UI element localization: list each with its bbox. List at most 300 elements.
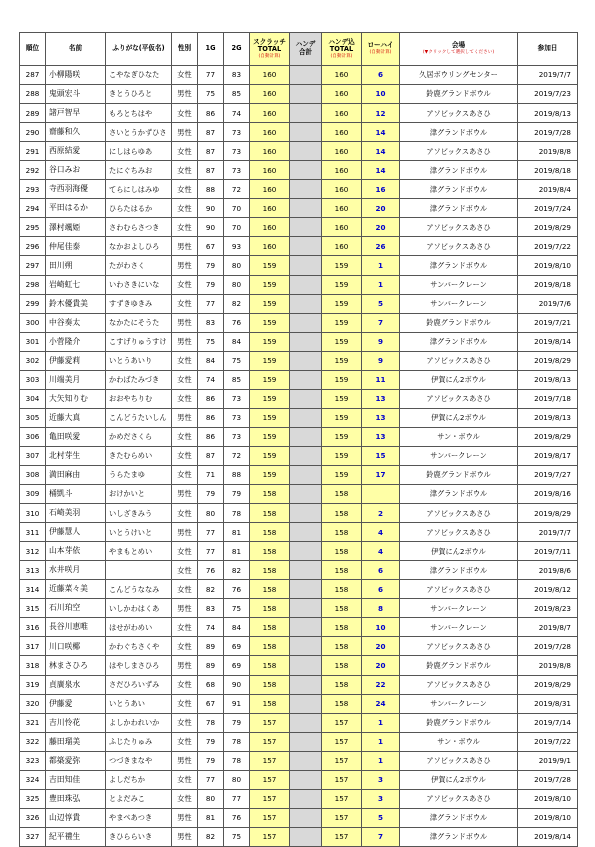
date-cell[interactable]: 2019/8/10 <box>518 808 578 827</box>
table-row <box>20 637 578 656</box>
venue-select[interactable]: 伊賀にん2ボウル <box>400 408 518 427</box>
rank-cell: 303 <box>20 370 46 389</box>
gender-cell: 女性 <box>172 180 198 199</box>
date-cell[interactable]: 2019/7/28 <box>518 123 578 142</box>
game2-cell[interactable]: 75 <box>224 351 250 370</box>
game2-cell[interactable]: 75 <box>224 599 250 618</box>
venue-select[interactable]: アソビックスあさひ <box>400 523 518 542</box>
venue-select[interactable]: サン・ボウル <box>400 427 518 446</box>
handicap-cell[interactable] <box>290 465 322 484</box>
date-cell[interactable]: 2019/7/7 <box>518 66 578 85</box>
table-row <box>20 599 578 618</box>
name-cell: 吉川怜花 <box>46 713 106 732</box>
date-cell[interactable]: 2019/7/27 <box>518 465 578 484</box>
handicap-cell[interactable] <box>290 218 322 237</box>
low-high-cell: 22 <box>362 675 400 694</box>
venue-select[interactable]: サンバークレーン <box>400 446 518 465</box>
date-cell[interactable]: 2019/9/1 <box>518 751 578 770</box>
game2-cell[interactable]: 76 <box>224 808 250 827</box>
scratch-total-cell: 159 <box>250 332 290 351</box>
venue-select[interactable]: 津グランドボウル <box>400 332 518 351</box>
venue-select[interactable]: 津グランドボウル <box>400 485 518 504</box>
handicap-total-cell: 160 <box>322 218 362 237</box>
handicap-cell[interactable] <box>290 389 322 408</box>
handicap-cell[interactable] <box>290 599 322 618</box>
gender-cell: 女性 <box>172 427 198 446</box>
game1-cell[interactable]: 86 <box>198 104 224 123</box>
venue-select[interactable]: アソビックスあさひ <box>400 237 518 256</box>
game1-cell[interactable]: 79 <box>198 485 224 504</box>
name-cell: 伊藤慧人 <box>46 523 106 542</box>
date-cell[interactable]: 2019/8/17 <box>518 446 578 465</box>
table-row <box>20 85 578 104</box>
name-cell: 伊藤愛莉 <box>46 351 106 370</box>
venue-select[interactable]: 津グランドボウル <box>400 180 518 199</box>
handicap-cell[interactable] <box>290 656 322 675</box>
game1-cell[interactable]: 77 <box>198 294 224 313</box>
game1-cell[interactable]: 68 <box>198 675 224 694</box>
date-cell[interactable]: 2019/8/23 <box>518 599 578 618</box>
venue-select[interactable]: アソビックスあさひ <box>400 218 518 237</box>
handicap-cell[interactable] <box>290 66 322 85</box>
game1-cell[interactable]: 86 <box>198 389 224 408</box>
date-cell[interactable]: 2019/8/29 <box>518 351 578 370</box>
game1-cell[interactable]: 74 <box>198 618 224 637</box>
game1-cell[interactable]: 87 <box>198 123 224 142</box>
game1-cell[interactable]: 67 <box>198 237 224 256</box>
kana-cell: いしかわはくあ <box>106 599 172 618</box>
name-cell: 澤村颯姫 <box>46 218 106 237</box>
handicap-cell[interactable] <box>290 237 322 256</box>
game1-cell[interactable]: 79 <box>198 751 224 770</box>
gender-cell: 男性 <box>172 523 198 542</box>
game2-cell[interactable]: 70 <box>224 199 250 218</box>
table-row <box>20 465 578 484</box>
kana-cell: さいとうかずひさ <box>106 123 172 142</box>
low-high-cell: 5 <box>362 294 400 313</box>
game1-cell[interactable]: 89 <box>198 637 224 656</box>
game1-cell[interactable]: 89 <box>198 656 224 675</box>
date-cell[interactable]: 2019/8/31 <box>518 694 578 713</box>
game2-cell[interactable]: 78 <box>224 732 250 751</box>
handicap-total-cell: 157 <box>322 827 362 846</box>
date-cell[interactable]: 2019/8/29 <box>518 675 578 694</box>
handicap-total-cell: 159 <box>322 332 362 351</box>
rank-cell: 327 <box>20 827 46 846</box>
handicap-cell[interactable] <box>290 142 322 161</box>
kana-cell: ふじたりゅみ <box>106 732 172 751</box>
rank-cell: 324 <box>20 770 46 789</box>
handicap-cell[interactable] <box>290 180 322 199</box>
handicap-cell[interactable] <box>290 408 322 427</box>
handicap-cell[interactable] <box>290 332 322 351</box>
game2-cell[interactable]: 76 <box>224 580 250 599</box>
gender-cell: 女性 <box>172 789 198 808</box>
scratch-total-cell: 159 <box>250 275 290 294</box>
game2-cell[interactable]: 79 <box>224 485 250 504</box>
scratch-total-cell: 160 <box>250 123 290 142</box>
handicap-total-cell: 160 <box>322 85 362 104</box>
game2-cell[interactable]: 90 <box>224 675 250 694</box>
handicap-total-cell: 160 <box>322 180 362 199</box>
rank-cell: 306 <box>20 427 46 446</box>
date-cell[interactable]: 2019/7/6 <box>518 294 578 313</box>
game2-cell[interactable]: 80 <box>224 256 250 275</box>
scratch-total-cell: 157 <box>250 770 290 789</box>
date-cell[interactable]: 2019/8/14 <box>518 827 578 846</box>
game2-cell[interactable]: 80 <box>224 770 250 789</box>
game1-cell[interactable]: 87 <box>198 142 224 161</box>
game2-cell[interactable]: 91 <box>224 694 250 713</box>
game1-cell[interactable]: 82 <box>198 580 224 599</box>
handicap-cell[interactable] <box>290 561 322 580</box>
scratch-total-cell: 158 <box>250 637 290 656</box>
name-cell: 小菅隆介 <box>46 332 106 351</box>
date-cell[interactable]: 2019/7/28 <box>518 770 578 789</box>
game1-cell[interactable]: 75 <box>198 85 224 104</box>
handicap-cell[interactable] <box>290 85 322 104</box>
venue-select[interactable]: 津グランドボウル <box>400 561 518 580</box>
game1-cell[interactable]: 79 <box>198 256 224 275</box>
gender-cell: 女性 <box>172 275 198 294</box>
date-cell[interactable]: 2019/8/29 <box>518 504 578 523</box>
scratch-total-cell: 158 <box>250 675 290 694</box>
game1-cell[interactable]: 87 <box>198 446 224 465</box>
handicap-total-cell: 157 <box>322 770 362 789</box>
date-cell[interactable]: 2019/8/13 <box>518 370 578 389</box>
handicap-cell[interactable] <box>290 446 322 465</box>
handicap-cell[interactable] <box>290 427 322 446</box>
venue-select[interactable]: アソビックスあさひ <box>400 580 518 599</box>
venue-select[interactable]: 津グランドボウル <box>400 256 518 275</box>
game1-cell[interactable]: 90 <box>198 199 224 218</box>
handicap-cell[interactable] <box>290 504 322 523</box>
date-cell[interactable]: 2019/8/18 <box>518 161 578 180</box>
gender-cell: 男性 <box>172 237 198 256</box>
rank-cell: 325 <box>20 789 46 808</box>
handicap-cell[interactable] <box>290 713 322 732</box>
game1-cell[interactable]: 79 <box>198 732 224 751</box>
handicap-cell[interactable] <box>290 808 322 827</box>
venue-select[interactable]: サンバークレーン <box>400 694 518 713</box>
game1-cell[interactable]: 75 <box>198 332 224 351</box>
header-low-high: ローハイ (自動計算) <box>362 33 400 66</box>
gender-cell: 男性 <box>172 123 198 142</box>
gender-cell: 男性 <box>172 827 198 846</box>
date-cell[interactable]: 2019/7/22 <box>518 732 578 751</box>
game2-cell[interactable]: 84 <box>224 332 250 351</box>
date-cell[interactable]: 2019/8/13 <box>518 104 578 123</box>
name-cell: 水井咲月 <box>46 561 106 580</box>
table-row <box>20 294 578 313</box>
handicap-cell[interactable] <box>290 104 322 123</box>
game2-cell[interactable]: 69 <box>224 637 250 656</box>
date-cell[interactable]: 2019/8/18 <box>518 275 578 294</box>
game2-cell[interactable]: 70 <box>224 218 250 237</box>
venue-select[interactable]: アソビックスあさひ <box>400 142 518 161</box>
game1-cell[interactable]: 77 <box>198 542 224 561</box>
game2-cell[interactable]: 76 <box>224 313 250 332</box>
rank-cell: 315 <box>20 599 46 618</box>
game1-cell[interactable]: 80 <box>198 789 224 808</box>
game1-cell[interactable]: 74 <box>198 370 224 389</box>
game1-cell[interactable]: 90 <box>198 218 224 237</box>
handicap-cell[interactable] <box>290 313 322 332</box>
venue-select[interactable]: アソビックスあさひ <box>400 789 518 808</box>
rank-cell: 288 <box>20 85 46 104</box>
handicap-cell[interactable] <box>290 789 322 808</box>
venue-select[interactable]: アソビックスあさひ <box>400 751 518 770</box>
venue-select[interactable]: 鈴鹿グランドボウル <box>400 713 518 732</box>
rank-cell: 290 <box>20 123 46 142</box>
date-cell[interactable]: 2019/8/6 <box>518 561 578 580</box>
game1-cell[interactable]: 84 <box>198 351 224 370</box>
scratch-total-cell: 159 <box>250 370 290 389</box>
date-cell[interactable]: 2019/8/29 <box>518 427 578 446</box>
game1-cell[interactable]: 83 <box>198 313 224 332</box>
handicap-total-cell: 159 <box>322 351 362 370</box>
date-cell[interactable]: 2019/8/13 <box>518 408 578 427</box>
game1-cell[interactable]: 87 <box>198 161 224 180</box>
table-row <box>20 694 578 713</box>
low-high-cell: 20 <box>362 637 400 656</box>
handicap-cell[interactable] <box>290 161 322 180</box>
table-row <box>20 580 578 599</box>
venue-select[interactable]: 伊賀にん2ボウル <box>400 542 518 561</box>
venue-select[interactable]: サンバークレーン <box>400 599 518 618</box>
gender-cell: 男性 <box>172 332 198 351</box>
venue-select[interactable]: 津グランドボウル <box>400 808 518 827</box>
date-cell[interactable]: 2019/8/10 <box>518 256 578 275</box>
table-row <box>20 713 578 732</box>
game1-cell[interactable]: 78 <box>198 713 224 732</box>
game1-cell[interactable]: 82 <box>198 827 224 846</box>
game1-cell[interactable]: 83 <box>198 599 224 618</box>
venue-select[interactable]: サンバークレーン <box>400 294 518 313</box>
game1-cell[interactable]: 86 <box>198 408 224 427</box>
venue-select[interactable]: 津グランドボウル <box>400 827 518 846</box>
date-cell[interactable]: 2019/8/4 <box>518 180 578 199</box>
name-cell: 藤田瑠美 <box>46 732 106 751</box>
venue-select[interactable]: 久居ボウリングセンター <box>400 66 518 85</box>
handicap-cell[interactable] <box>290 485 322 504</box>
date-cell[interactable]: 2019/8/12 <box>518 580 578 599</box>
gender-cell: 女性 <box>172 561 198 580</box>
venue-select[interactable]: サンバークレーン <box>400 618 518 637</box>
venue-select[interactable]: アソビックスあさひ <box>400 351 518 370</box>
handicap-cell[interactable] <box>290 751 322 770</box>
handicap-cell[interactable] <box>290 618 322 637</box>
date-cell[interactable]: 2019/8/14 <box>518 332 578 351</box>
table-row <box>20 789 578 808</box>
handicap-cell[interactable] <box>290 523 322 542</box>
low-high-cell: 6 <box>362 580 400 599</box>
game2-cell[interactable]: 72 <box>224 180 250 199</box>
rank-cell: 317 <box>20 637 46 656</box>
kana-cell: さわむらさつき <box>106 218 172 237</box>
venue-select[interactable]: 津グランドボウル <box>400 161 518 180</box>
game2-cell[interactable]: 85 <box>224 370 250 389</box>
kana-cell: はせがわめい <box>106 618 172 637</box>
game1-cell[interactable]: 77 <box>198 66 224 85</box>
name-cell: 伊藤愛 <box>46 694 106 713</box>
venue-select[interactable]: サンバークレーン <box>400 275 518 294</box>
date-cell[interactable]: 2019/7/24 <box>518 199 578 218</box>
game1-cell[interactable]: 76 <box>198 561 224 580</box>
date-cell[interactable]: 2019/7/14 <box>518 713 578 732</box>
date-cell[interactable]: 2019/7/11 <box>518 542 578 561</box>
game1-cell[interactable]: 77 <box>198 770 224 789</box>
game2-cell[interactable]: 81 <box>224 542 250 561</box>
venue-select[interactable]: アソビックスあさひ <box>400 504 518 523</box>
handicap-cell[interactable] <box>290 275 322 294</box>
game2-cell[interactable]: 82 <box>224 294 250 313</box>
scratch-total-cell: 159 <box>250 313 290 332</box>
game2-cell[interactable]: 82 <box>224 561 250 580</box>
venue-select[interactable]: 鈴鹿グランドボウル <box>400 85 518 104</box>
handicap-cell[interactable] <box>290 351 322 370</box>
game2-cell[interactable]: 74 <box>224 104 250 123</box>
rank-cell: 291 <box>20 142 46 161</box>
scratch-total-cell: 160 <box>250 142 290 161</box>
date-cell[interactable]: 2019/8/29 <box>518 218 578 237</box>
game2-cell[interactable]: 73 <box>224 123 250 142</box>
game2-cell[interactable]: 80 <box>224 275 250 294</box>
handicap-total-cell: 157 <box>322 789 362 808</box>
handicap-cell[interactable] <box>290 123 322 142</box>
venue-select[interactable]: 鈴鹿グランドボウル <box>400 656 518 675</box>
handicap-cell[interactable] <box>290 827 322 846</box>
venue-select[interactable]: 伊賀にん2ボウル <box>400 370 518 389</box>
date-cell[interactable]: 2019/8/8 <box>518 142 578 161</box>
venue-select[interactable]: 鈴鹿グランドボウル <box>400 465 518 484</box>
date-cell[interactable]: 2019/8/16 <box>518 485 578 504</box>
handicap-total-cell: 157 <box>322 713 362 732</box>
game2-cell[interactable]: 88 <box>224 465 250 484</box>
game2-cell[interactable]: 73 <box>224 427 250 446</box>
game2-cell[interactable]: 81 <box>224 523 250 542</box>
handicap-cell[interactable] <box>290 370 322 389</box>
venue-select[interactable]: アソビックスあさひ <box>400 389 518 408</box>
table-row <box>20 256 578 275</box>
handicap-total-cell: 158 <box>322 504 362 523</box>
game2-cell[interactable]: 78 <box>224 751 250 770</box>
handicap-cell[interactable] <box>290 732 322 751</box>
table-row <box>20 751 578 770</box>
handicap-total-cell: 157 <box>322 751 362 770</box>
game2-cell[interactable]: 77 <box>224 789 250 808</box>
game1-cell[interactable]: 81 <box>198 808 224 827</box>
kana-cell: やまもとめい <box>106 542 172 561</box>
rank-cell: 292 <box>20 161 46 180</box>
game2-cell[interactable]: 79 <box>224 713 250 732</box>
game2-cell[interactable]: 85 <box>224 85 250 104</box>
table-row <box>20 180 578 199</box>
date-cell[interactable]: 2019/7/22 <box>518 237 578 256</box>
table-body <box>20 66 578 847</box>
game1-cell[interactable]: 79 <box>198 275 224 294</box>
kana-cell: にしはらゆあ <box>106 142 172 161</box>
handicap-cell[interactable] <box>290 770 322 789</box>
venue-select[interactable]: アソビックスあさひ <box>400 675 518 694</box>
game1-cell[interactable]: 77 <box>198 523 224 542</box>
venue-select[interactable]: サン・ボウル <box>400 732 518 751</box>
header-game2: 2G <box>224 33 250 66</box>
game1-cell[interactable]: 67 <box>198 694 224 713</box>
game2-cell[interactable]: 75 <box>224 827 250 846</box>
date-cell[interactable]: 2019/7/18 <box>518 389 578 408</box>
kana-cell: もろとちはや <box>106 104 172 123</box>
table-row <box>20 561 578 580</box>
gender-cell: 男性 <box>172 751 198 770</box>
game2-cell[interactable]: 93 <box>224 237 250 256</box>
game2-cell[interactable]: 73 <box>224 142 250 161</box>
date-cell[interactable]: 2019/8/8 <box>518 656 578 675</box>
handicap-cell[interactable] <box>290 542 322 561</box>
game2-cell[interactable]: 73 <box>224 389 250 408</box>
game1-cell[interactable]: 86 <box>198 427 224 446</box>
game2-cell[interactable]: 72 <box>224 446 250 465</box>
game2-cell[interactable]: 78 <box>224 504 250 523</box>
handicap-total-cell: 159 <box>322 313 362 332</box>
rank-cell: 304 <box>20 389 46 408</box>
date-cell[interactable]: 2019/7/21 <box>518 313 578 332</box>
venue-select[interactable]: 鈴鹿グランドボウル <box>400 313 518 332</box>
date-cell[interactable]: 2019/7/28 <box>518 637 578 656</box>
handicap-cell[interactable] <box>290 694 322 713</box>
gender-cell: 女性 <box>172 675 198 694</box>
game2-cell[interactable]: 73 <box>224 408 250 427</box>
venue-select[interactable]: 津グランドボウル <box>400 199 518 218</box>
kana-cell: きとうひろと <box>106 85 172 104</box>
game2-cell[interactable]: 73 <box>224 161 250 180</box>
kana-cell: すずきゆきみ <box>106 294 172 313</box>
date-cell[interactable]: 2019/7/23 <box>518 85 578 104</box>
rank-cell: 293 <box>20 180 46 199</box>
handicap-total-cell: 157 <box>322 732 362 751</box>
venue-select[interactable]: アソビックスあさひ <box>400 637 518 656</box>
name-cell: 山本芽依 <box>46 542 106 561</box>
low-high-cell: 1 <box>362 256 400 275</box>
handicap-cell[interactable] <box>290 637 322 656</box>
date-cell[interactable]: 2019/7/7 <box>518 523 578 542</box>
venue-select[interactable]: 伊賀にん2ボウル <box>400 770 518 789</box>
kana-cell: なかたにそうた <box>106 313 172 332</box>
venue-select[interactable]: 津グランドボウル <box>400 123 518 142</box>
game1-cell[interactable]: 80 <box>198 504 224 523</box>
date-cell[interactable]: 2019/8/7 <box>518 618 578 637</box>
game1-cell[interactable]: 71 <box>198 465 224 484</box>
handicap-cell[interactable] <box>290 675 322 694</box>
header-game1: 1G <box>198 33 224 66</box>
game2-cell[interactable]: 84 <box>224 618 250 637</box>
game2-cell[interactable]: 83 <box>224 66 250 85</box>
game2-cell[interactable]: 69 <box>224 656 250 675</box>
date-cell[interactable]: 2019/8/10 <box>518 789 578 808</box>
gender-cell: 女性 <box>172 770 198 789</box>
table-row <box>20 123 578 142</box>
handicap-total-cell: 158 <box>322 694 362 713</box>
handicap-cell[interactable] <box>290 256 322 275</box>
game1-cell[interactable]: 88 <box>198 180 224 199</box>
handicap-cell[interactable] <box>290 199 322 218</box>
kana-cell: よしかわれいか <box>106 713 172 732</box>
handicap-cell[interactable] <box>290 294 322 313</box>
venue-select[interactable]: アソビックスあさひ <box>400 104 518 123</box>
kana-cell: やまべあつき <box>106 808 172 827</box>
handicap-total-cell: 158 <box>322 675 362 694</box>
handicap-cell[interactable] <box>290 580 322 599</box>
